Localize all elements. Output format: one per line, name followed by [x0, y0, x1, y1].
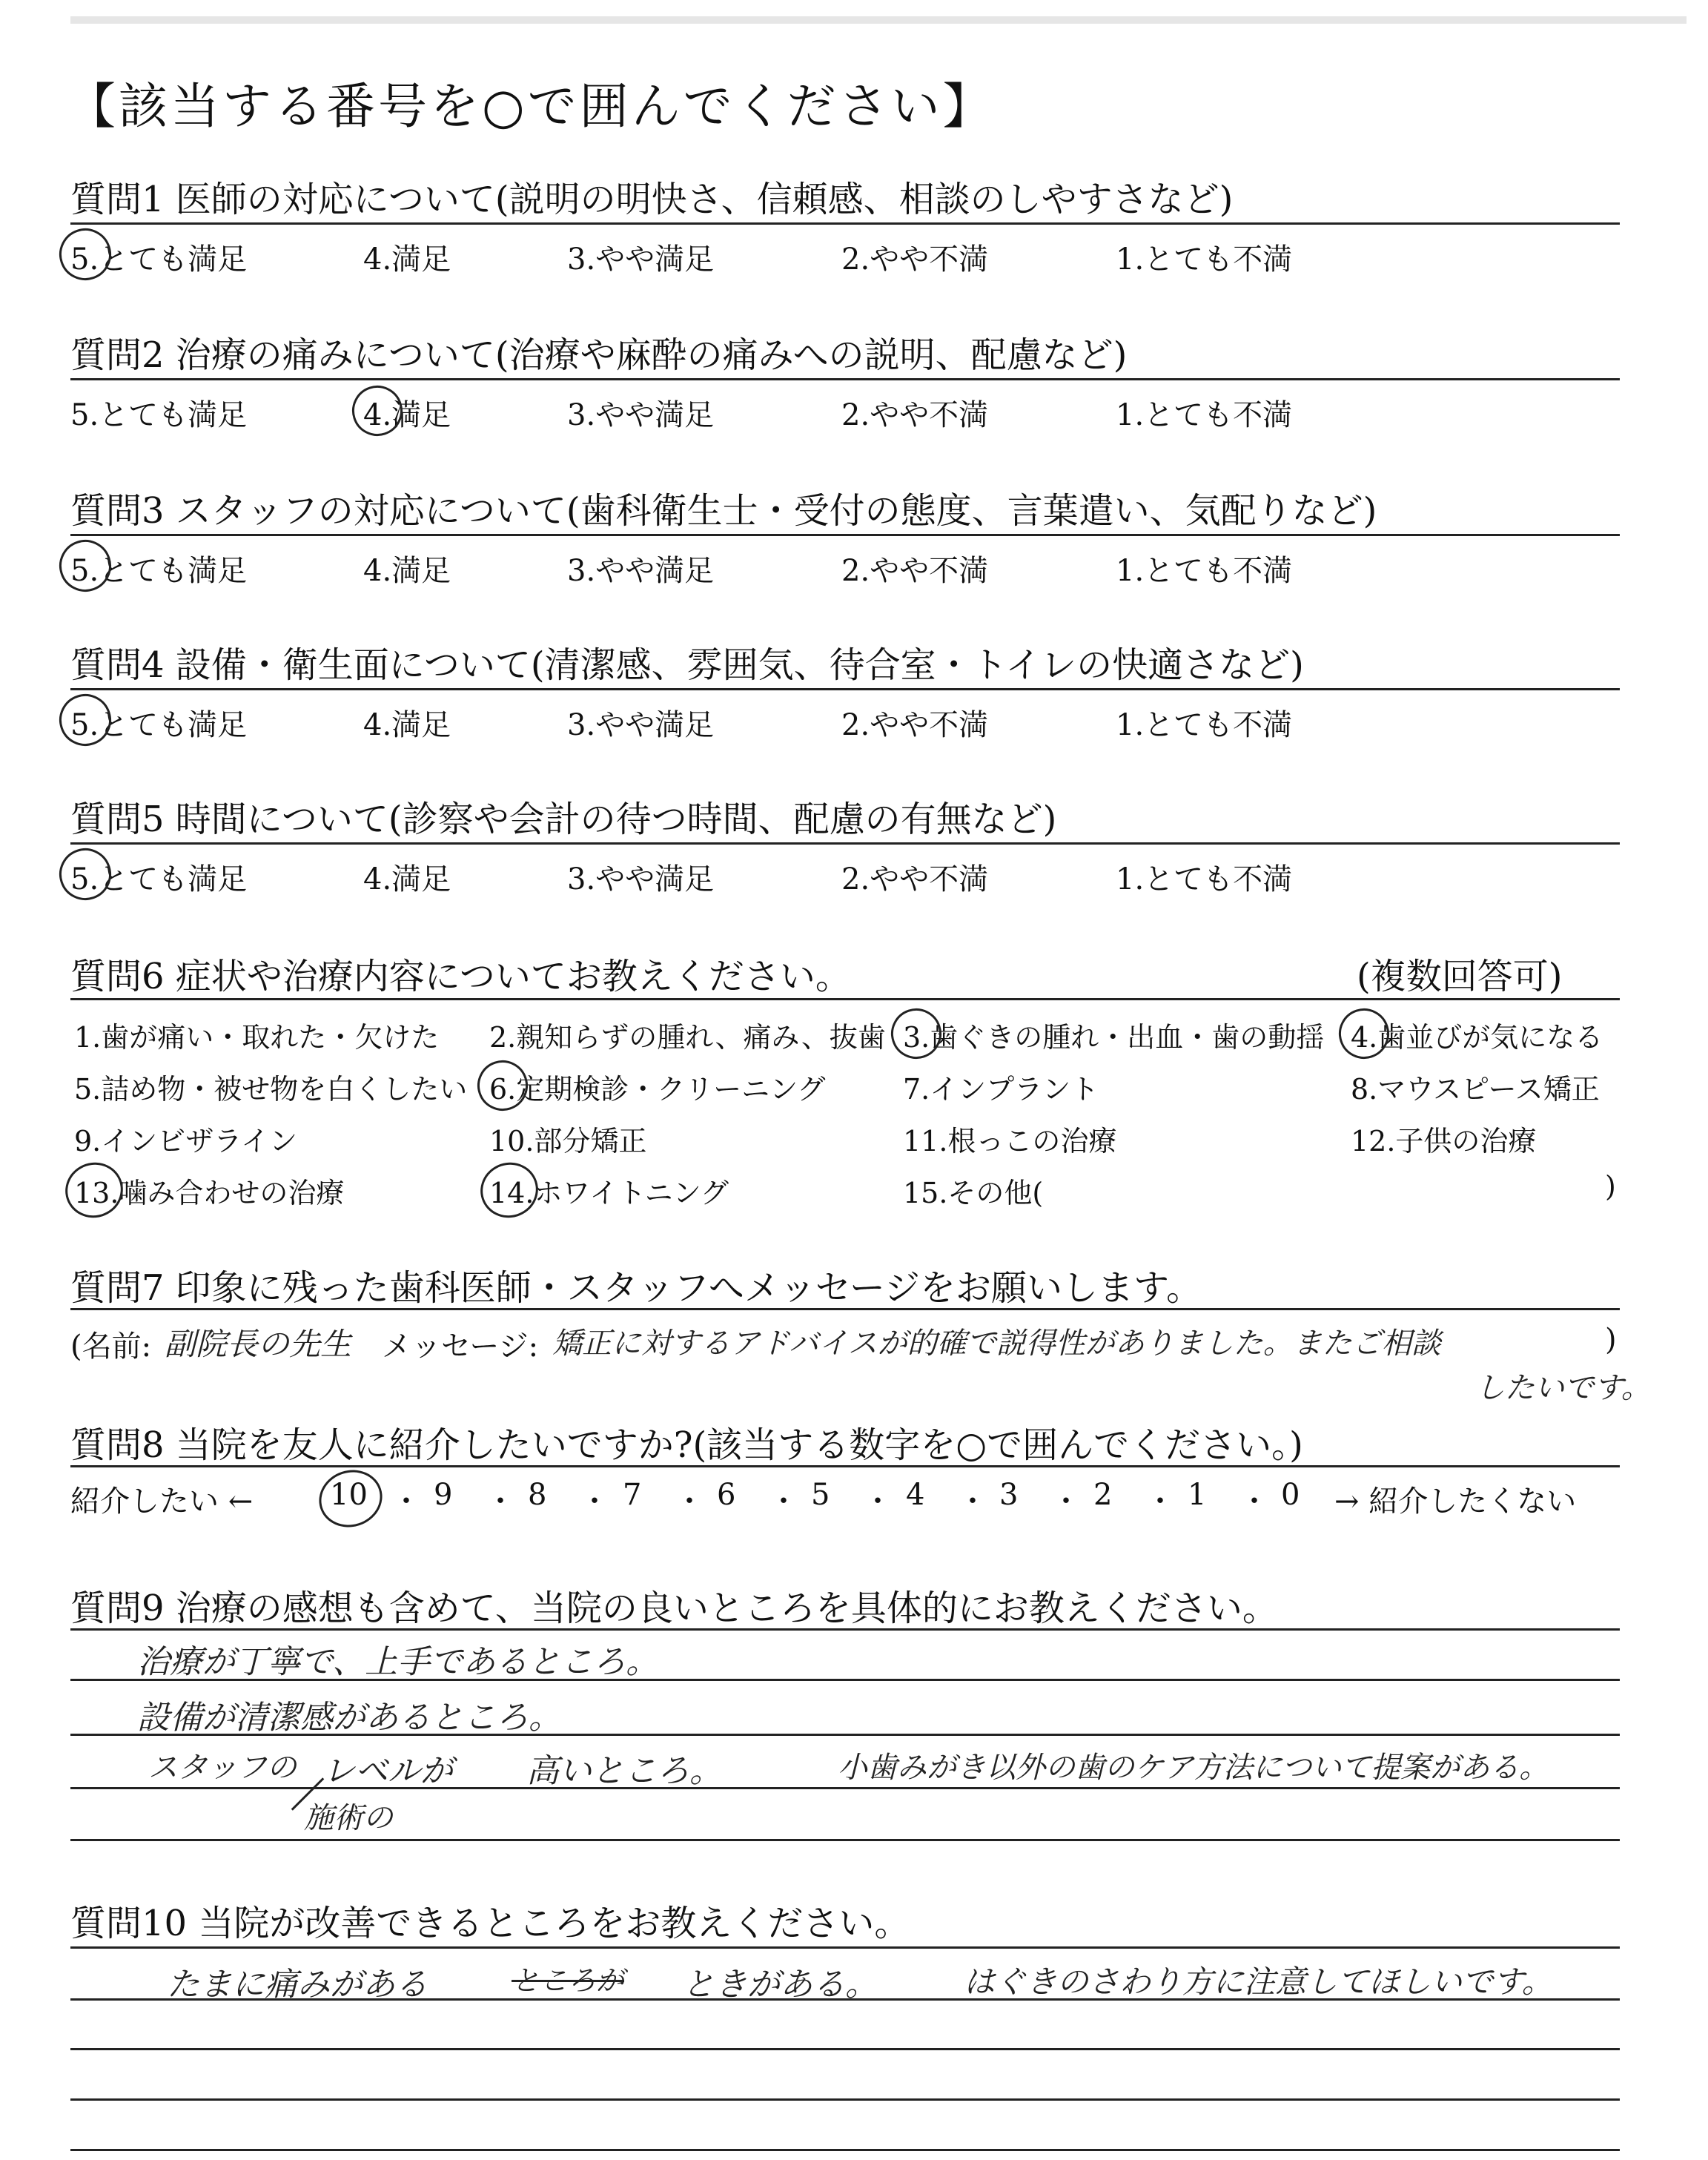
- q5-option-3[interactable]: 3.やや満足: [567, 862, 715, 896]
- q1-divider: [70, 222, 1620, 225]
- q6-option-12[interactable]: 12.子供の治療: [1351, 1125, 1537, 1157]
- q2-option-2[interactable]: 2.やや不満: [841, 398, 989, 432]
- q3-option-4[interactable]: 4.満足: [363, 554, 451, 588]
- q1-option-2[interactable]: 2.やや不満: [841, 242, 989, 277]
- q1-label: 質問1 医師の対応について(説明の明快さ、信頼感、相談のしやすさなど): [70, 179, 1234, 220]
- q8-sep: ・: [675, 1484, 704, 1519]
- q5-option-1[interactable]: 1.とても不満: [1116, 862, 1293, 896]
- q6-multi-note: (複数回答可): [1357, 956, 1563, 997]
- q8-sep: ・: [486, 1484, 515, 1519]
- q2-divider: [70, 378, 1620, 380]
- q8-num-3[interactable]: 3: [999, 1478, 1019, 1512]
- q6-option-14[interactable]: 14.ホワイトニング: [489, 1177, 729, 1209]
- q6-circle-6: [471, 1054, 534, 1117]
- q8-sep: ・: [580, 1484, 609, 1519]
- q3-option-1[interactable]: 1.とても不満: [1116, 554, 1293, 588]
- q8-sep: ・: [769, 1484, 798, 1519]
- q6-circle-3: [884, 1002, 948, 1066]
- q2-label: 質問2 治療の痛みについて(治療や麻酔の痛みへの説明、配慮など): [70, 334, 1128, 376]
- q7-label: 質問7 印象に残った歯科医師・スタッフへメッセージをお願いします。: [70, 1267, 1202, 1309]
- q8-num-5[interactable]: 5: [811, 1478, 830, 1512]
- q1-option-3[interactable]: 3.やや満足: [567, 242, 715, 277]
- q1-option-1[interactable]: 1.とても不満: [1116, 242, 1293, 277]
- q10-line-5: [70, 2149, 1620, 2151]
- q4-label: 質問4 設備・衛生面について(清潔感、雰囲気、待合室・トイレの快適さなど): [70, 644, 1304, 686]
- q7-divider: [70, 1308, 1620, 1310]
- q3-option-2[interactable]: 2.やや不満: [841, 554, 989, 588]
- q1-option-4[interactable]: 4.満足: [363, 242, 451, 277]
- q8-sep: ・: [1051, 1484, 1081, 1519]
- q8-num-10[interactable]: 10: [330, 1478, 368, 1512]
- q3-option-3[interactable]: 3.やや満足: [567, 554, 715, 588]
- q9-answer-line-2[interactable]: 設備が清潔感があるところ。: [137, 1699, 561, 1737]
- q5-option-5[interactable]: 5.とても満足: [70, 862, 248, 896]
- q8-answer-circle: [311, 1462, 389, 1536]
- q7-close-paren: ): [1605, 1323, 1617, 1357]
- q8-divider: [70, 1465, 1620, 1467]
- q8-sep: ・: [958, 1484, 987, 1519]
- q8-sep: ・: [1145, 1484, 1175, 1519]
- q6-option-3[interactable]: 3.歯ぐきの腫れ・出血・歯の動揺: [903, 1021, 1325, 1054]
- q6-option-11[interactable]: 11.根っこの治療: [903, 1125, 1117, 1157]
- q7-name-value[interactable]: 副院長の先生: [165, 1326, 352, 1362]
- q10-answer-part-2[interactable]: ときがある。: [682, 1966, 878, 2004]
- q4-option-3[interactable]: 3.やや満足: [567, 708, 715, 742]
- q5-label: 質問5 時間について(診察や会計の待つ時間、配慮の有無など): [70, 799, 1057, 840]
- q9-line-1: [70, 1628, 1620, 1631]
- q1-option-5[interactable]: 5.とても満足: [70, 242, 248, 277]
- q5-divider: [70, 842, 1620, 845]
- q10-line-4: [70, 2098, 1620, 2101]
- q2-option-5[interactable]: 5.とても満足: [70, 398, 248, 432]
- q8-num-9[interactable]: 9: [434, 1478, 453, 1512]
- q10-answer-part-3[interactable]: はぐきのさわり方に注意してほしいです。: [964, 1964, 1553, 2000]
- q10-answer-part-1[interactable]: たまに痛みがある: [167, 1966, 428, 2004]
- q4-option-5[interactable]: 5.とても満足: [70, 708, 248, 742]
- q8-num-1[interactable]: 1: [1188, 1478, 1207, 1512]
- page-title: 【該当する番号を○で囲んでください】: [67, 78, 995, 135]
- q5-option-4[interactable]: 4.満足: [363, 862, 451, 896]
- q6-option-13[interactable]: 13.噛み合わせの治療: [74, 1177, 345, 1209]
- q6-option-7[interactable]: 7.インプラント: [903, 1073, 1099, 1106]
- q6-option-2[interactable]: 2.親知らずの腫れ、痛み、抜歯: [489, 1021, 886, 1054]
- q8-num-2[interactable]: 2: [1093, 1478, 1113, 1512]
- q4-divider: [70, 688, 1620, 690]
- q6-option-15[interactable]: 15.その他(: [903, 1177, 1044, 1209]
- q8-num-4[interactable]: 4: [906, 1478, 925, 1512]
- q6-option-6[interactable]: 6.定期検診・クリーニング: [489, 1073, 826, 1106]
- q3-label: 質問3 スタッフの対応について(歯科衛生士・受付の態度、言葉遣い、気配りなど): [70, 490, 1377, 532]
- q6-option-10[interactable]: 10.部分矯正: [489, 1125, 647, 1157]
- q6-label: 質問6 症状や治療内容についてお教えください。: [70, 956, 851, 997]
- q7-message-continued[interactable]: したいです。: [1475, 1371, 1651, 1405]
- q2-option-3[interactable]: 3.やや満足: [567, 398, 715, 432]
- q6-circle-4: [1332, 1002, 1396, 1066]
- q9-label: 質問9 治療の感想も含めて、当院の良いところを具体的にお教えください。: [70, 1588, 1278, 1629]
- q8-num-7[interactable]: 7: [623, 1478, 642, 1512]
- q6-option-1[interactable]: 1.歯が痛い・取れた・欠けた: [74, 1021, 440, 1054]
- q8-num-6[interactable]: 6: [717, 1478, 736, 1512]
- q7-message-value[interactable]: 矯正に対するアドバイスが的確で説得性がありました。またご相談: [552, 1327, 1441, 1361]
- q10-answer-struck[interactable]: ところが: [512, 1964, 625, 1997]
- q8-num-0[interactable]: 0: [1281, 1478, 1300, 1512]
- q5-option-2[interactable]: 2.やや不満: [841, 862, 989, 896]
- q3-divider: [70, 534, 1620, 536]
- q7-name-prefix: (名前:: [70, 1330, 152, 1364]
- q10-label: 質問10 当院が改善できるところをお教えください。: [70, 1903, 910, 1944]
- q8-label: 質問8 当院を友人に紹介したいですか?(該当する数字を○で囲んでください。): [70, 1424, 1303, 1466]
- q9-answer-line-3d[interactable]: 小歯みがき以外の歯のケア方法について提案がある。: [838, 1751, 1549, 1785]
- q9-answer-line-3c[interactable]: 高いところ。: [526, 1752, 722, 1790]
- q9-line-4: [70, 1787, 1620, 1789]
- q8-num-8[interactable]: 8: [528, 1478, 547, 1512]
- q10-line-3: [70, 2048, 1620, 2050]
- q8-left-label: 紹介したい ←: [70, 1484, 254, 1519]
- q10-line-1: [70, 1946, 1620, 1949]
- q7-message-prefix: メッセージ:: [382, 1330, 539, 1364]
- q2-option-4[interactable]: 4.満足: [363, 398, 451, 432]
- q6-other-close: ): [1605, 1170, 1616, 1203]
- q8-sep: ・: [1239, 1484, 1269, 1519]
- q6-circle-13: [58, 1155, 130, 1225]
- q8-sep: ・: [391, 1484, 421, 1519]
- q6-divider: [70, 998, 1620, 1000]
- q9-answer-line-3b[interactable]: レベルが: [322, 1752, 453, 1790]
- q8-right-label: → 紹介したくない: [1334, 1484, 1577, 1519]
- q4-option-4[interactable]: 4.満足: [363, 708, 451, 742]
- q9-line-5: [70, 1839, 1620, 1841]
- q8-sep: ・: [863, 1484, 893, 1519]
- q2-option-1[interactable]: 1.とても不満: [1116, 398, 1293, 432]
- q4-option-2[interactable]: 2.やや不満: [841, 708, 989, 742]
- q6-option-5[interactable]: 5.詰め物・被せ物を白くしたい: [74, 1073, 468, 1106]
- q9-answer-line-3a[interactable]: スタッフの: [148, 1751, 297, 1785]
- q6-circle-14: [473, 1155, 545, 1225]
- q6-option-4[interactable]: 4.歯並びが気になる: [1351, 1021, 1603, 1054]
- q6-option-8[interactable]: 8.マウスピース矯正: [1351, 1073, 1600, 1106]
- q4-option-1[interactable]: 1.とても不満: [1116, 708, 1293, 742]
- top-border: [70, 16, 1687, 24]
- q9-answer-line-1[interactable]: 治療が丁寧で、上手であるところ。: [137, 1643, 659, 1681]
- q3-option-5[interactable]: 5.とても満足: [70, 554, 248, 588]
- q6-option-9[interactable]: 9.インビザライン: [74, 1125, 298, 1157]
- q9-insert-note[interactable]: 施術の: [304, 1801, 393, 1835]
